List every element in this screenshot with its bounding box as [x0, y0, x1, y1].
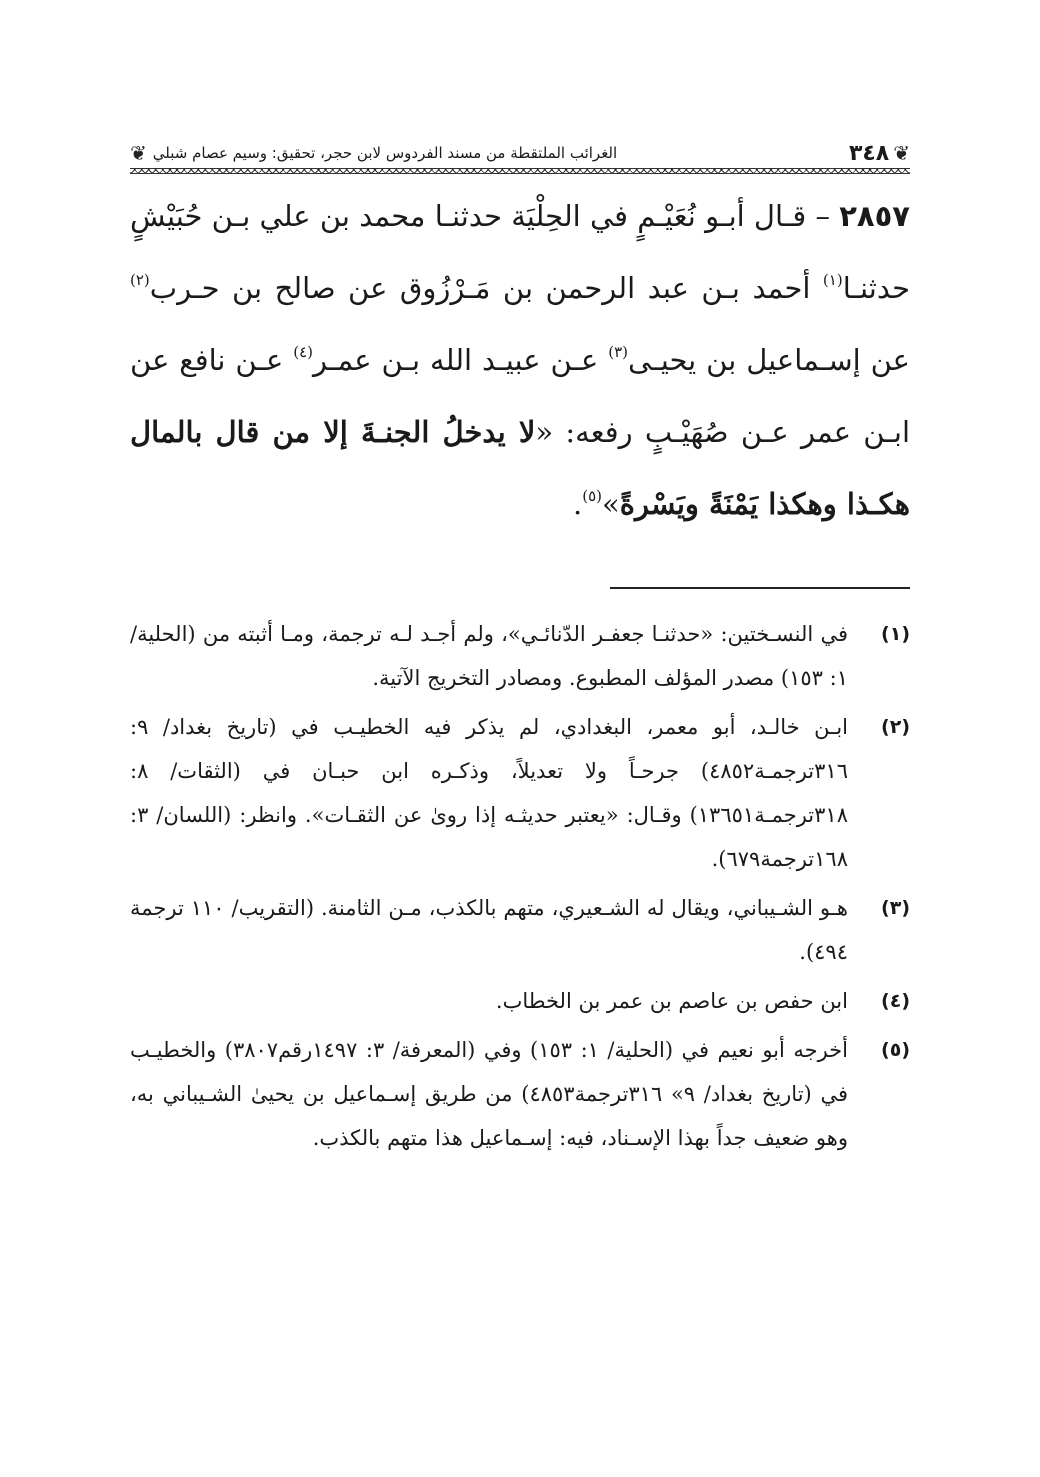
- footnote-text: ابـن خالـد، أبو معمر، البغدادي، لم يذكر فيه الخطيـب في (تاريخ بغداد/ ٩: ٣١٦ترجمـة٤٨٥٢) جرحـاً ولا تعديلاً، وذكـره ابن حبـان في (الثقات/ ٨: ٣١٨ترجمـة١٣٦٥١) وقـال: «يعتبر حديثـه إذا روىٰ عن الثقـات». وانظر: (اللسان/ ٣: ١٦٨ترجمة٦٧٩).: [130, 715, 848, 871]
- footnote-ref-5[interactable]: (٥): [582, 487, 602, 506]
- footnote-number: (٤): [881, 990, 910, 1012]
- footnote-ref-2[interactable]: (٢): [130, 271, 150, 290]
- matn-close-quote: »: [602, 487, 620, 521]
- footnote-item: [130, 612, 910, 700]
- footnote-text: أخرجه أبو نعيم في (الحلية/ ١: ١٥٣) وفي (المعرفة/ ٣: ١٤٩٧رقم٣٨٠٧) والخطيـب في (تاريخ بغداد/ ٩» ٣١٦ترجمة٤٨٥٣) من طريق إسـماعيل بن يحيىٰ الشـيباني به، وهو ضعيف جداً بهذا الإسـناد، فيه: إسـماعيل هذا متهم بالكذب.: [130, 1038, 848, 1150]
- footnote-item: [130, 1028, 910, 1160]
- footnote-item: [130, 979, 910, 1023]
- footnote-item: [130, 705, 910, 881]
- isnad-segment-2: أحمد بـن عبد الرحمن بن مَـرْزُوق عن صالح بن حـرب: [149, 271, 811, 305]
- footnote-text: في النسـختين: «حدثنـا جعفـر الدّنائـي»، ولم أجـد لـه ترجمة، ومـا أثبته من (الحلية/ ١: ١٥٣) مصدر المؤلف المطبوع. ومصادر التخريج الآتية.: [130, 622, 848, 690]
- page-header: [130, 140, 910, 176]
- running-title: الغرائب الملتقطة من مسند الفردوس لابن حجر، تحقيق: وسيم عصام شبلي: [152, 144, 618, 162]
- running-title-block: [130, 143, 617, 163]
- isnad-segment-1: قـال أبـو نُعَيْـمٍ في الحِلْيَة حدثنـا محمد بن علي بـن حُبَيْشٍ حدثنـا: [130, 199, 910, 305]
- page-number-block: [849, 141, 910, 166]
- isnad-segment-5: عـن نافع عن ابـن عمر عـن صُهَيْـبٍ رفعه: «: [130, 343, 910, 449]
- footnote-number: (١): [881, 623, 910, 645]
- footnote-separator: [610, 587, 910, 589]
- footnote-number: (٢): [881, 716, 910, 738]
- footnote-text: هـو الشـيباني، ويقال له الشـعيري، متهم بالكذب، مـن الثامنة. (التقريب/ ١١٠ ترجمة ٤٩٤).: [130, 896, 848, 964]
- header-rule: [130, 168, 910, 174]
- end-dot: .: [573, 487, 583, 521]
- hadith-paragraph: [130, 180, 910, 540]
- footnote-number: (٣): [881, 897, 910, 919]
- floral-ornament-icon: ❦: [130, 141, 147, 165]
- page-number: ٣٤٨: [848, 140, 890, 166]
- footnote-number: (٥): [881, 1039, 910, 1061]
- hadith-number: ٢٨٥٧: [839, 199, 911, 233]
- footnotes: [130, 612, 910, 1165]
- floral-ornament-icon: ❦: [893, 141, 910, 165]
- hadith-matn: لا يدخلُ الجنـةَ إلا من قال بالمال هكـذا وهكذا يَمْنَةً ويَسْرةً: [130, 415, 910, 521]
- hadith-text: [130, 180, 910, 540]
- dash: –: [815, 199, 830, 233]
- header-row: [130, 140, 910, 166]
- footnote-ref-1[interactable]: (١): [822, 271, 843, 290]
- footnote-text: ابن حفص بن عاصم بن عمر بن الخطاب.: [495, 989, 848, 1013]
- footnote-item: [130, 886, 910, 974]
- footnote-ref-4[interactable]: (٤): [293, 343, 313, 362]
- isnad-segment-3: عن إسـماعيل بن يحيـى: [628, 343, 910, 377]
- isnad-segment-4: عـن عبيـد الله بـن عمـر: [313, 343, 599, 377]
- footnote-ref-3[interactable]: (٣): [608, 343, 629, 362]
